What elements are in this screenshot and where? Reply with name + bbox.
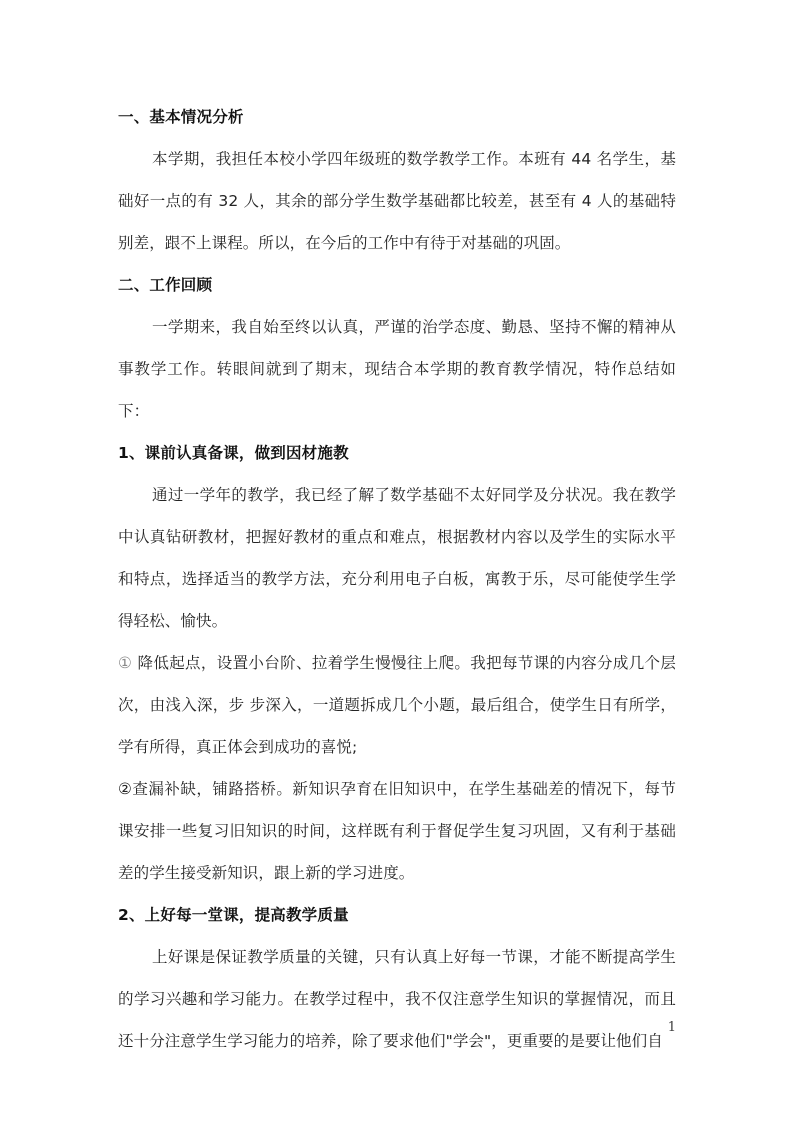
list-marker: ② (118, 780, 133, 798)
list-item-text: 降低起点，设置小台阶、拉着学生慢慢往上爬。我把每节课的内容分成几个层次，由浅入深，步 步深入，一道题拆成几个小题，最后组合，使学生日有所学，学有所得，真正体会到成功的喜悦; (118, 654, 676, 756)
subsection-heading-1: 1、课前认真备课，做到因材施教 (118, 444, 349, 462)
section-heading-1: 一、基本情况分析 (118, 108, 244, 126)
paragraph-lesson-preparation: 通过一学年的教学，我已经了解了数学基础不太好同学及分状况。我在教学中认真钻研教材，把握好教材的重点和难点，根据教材内容以及学生的实际水平和特点，选择适当的教学方法，充分利用电子白板，寓教于乐，尽可能使学生学得轻松、愉快。 (118, 486, 676, 630)
list-item-text: 查漏补缺，铺路搭桥。新知识孕育在旧知识中，在学生基础差的情况下，每节课安排一些复习旧知识的时间，这样既有利于督促学生复习巩固，又有利于基础差的学生接受新知识，跟上新的学习进度。 (118, 780, 677, 882)
section-heading-2: 二、工作回顾 (118, 276, 213, 294)
page-number: 1 (667, 1020, 676, 1035)
subsection-heading-2: 2、上好每一堂课，提高教学质量 (118, 906, 349, 924)
list-item-2 (118, 768, 676, 894)
document-body (118, 96, 676, 1062)
paragraph-teaching-quality: 上好课是保证教学质量的关键，只有认真上好每一节课，才能不断提高学生的学习兴趣和学习能力。在教学过程中，我不仅注意学生知识的掌握情况，而且还十分注意学生学习能力的培养，除了要求他们"学会"，更重要的是要让他们自 (118, 948, 676, 1050)
list-item-1 (118, 642, 676, 768)
list-marker: ① (118, 654, 133, 672)
paragraph-basic-situation: 本学期，我担任本校小学四年级班的数学教学工作。本班有 44 名学生，基础好一点的有 32 人，其余的部分学生数学基础都比较差，甚至有 4 人的基础特别差，跟不上课程。所以，在今后的工作中有待于对基础的巩固。 (118, 150, 676, 252)
paragraph-work-review: 一学期来，我自始至终以认真，严谨的治学态度、勤恳、坚持不懈的精神从事教学工作。转眼间就到了期末，现结合本学期的教育教学情况，特作总结如下： (118, 318, 676, 420)
